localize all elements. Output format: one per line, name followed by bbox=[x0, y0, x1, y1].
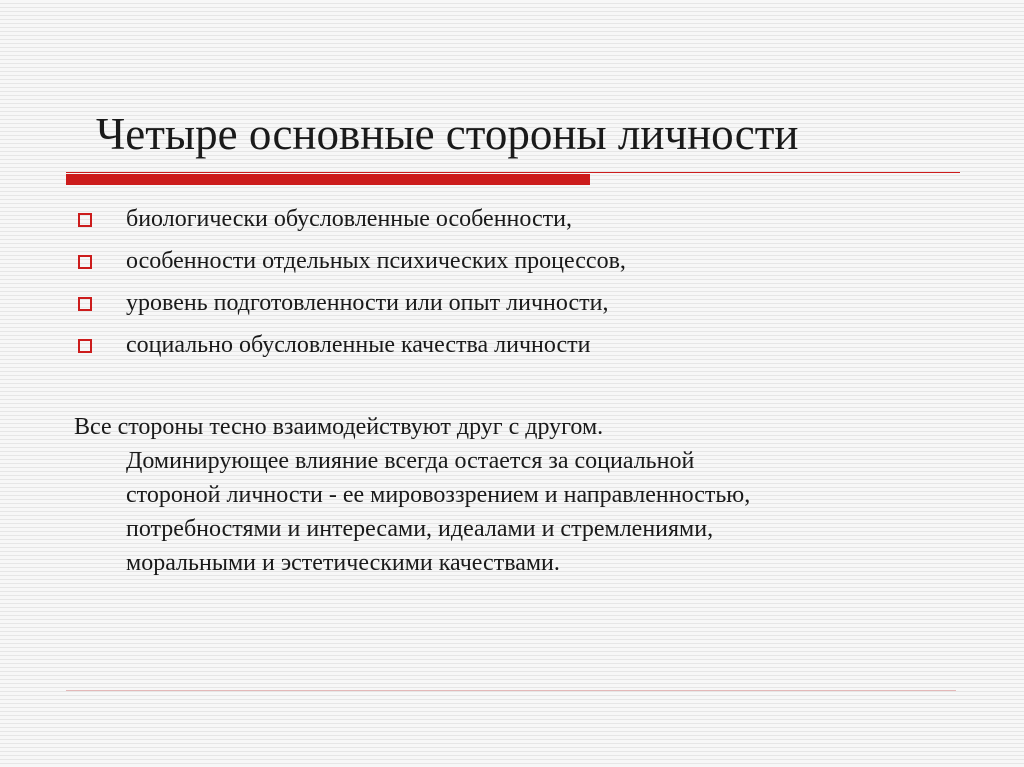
footer-divider bbox=[66, 690, 956, 691]
hollow-square-icon bbox=[78, 213, 92, 227]
bullet-text: особенности отдельных психических процессов, bbox=[126, 248, 626, 274]
hollow-square-icon bbox=[78, 255, 92, 269]
bullet-item bbox=[78, 324, 626, 366]
hollow-square-icon bbox=[78, 297, 92, 311]
bullet-text: уровень подготовленности или опыт личности, bbox=[126, 290, 609, 316]
bullet-list bbox=[78, 198, 626, 366]
paragraph-line: моральными и эстетическими качествами. bbox=[126, 550, 560, 576]
bullet-text: социально обусловленные качества личности bbox=[126, 332, 591, 358]
title-underline-thick bbox=[66, 174, 590, 185]
hollow-square-icon bbox=[78, 339, 92, 353]
summary-paragraph bbox=[74, 410, 974, 580]
slide-title: Четыре основные стороны личности bbox=[96, 109, 799, 159]
title-underline-thin bbox=[66, 172, 960, 173]
bullet-item bbox=[78, 240, 626, 282]
paragraph-line: Доминирующее влияние всегда остается за социальной bbox=[126, 448, 695, 474]
bullet-item bbox=[78, 198, 626, 240]
paragraph-line: стороной личности - ее мировоззрением и направленностью, bbox=[126, 482, 751, 508]
paragraph-line: потребностями и интересами, идеалами и стремлениями, bbox=[126, 516, 714, 542]
bullet-text: биологически обусловленные особенности, bbox=[126, 206, 572, 232]
paragraph-first-line: Все стороны тесно взаимодействуют друг с другом. bbox=[74, 414, 604, 440]
bullet-item bbox=[78, 282, 626, 324]
